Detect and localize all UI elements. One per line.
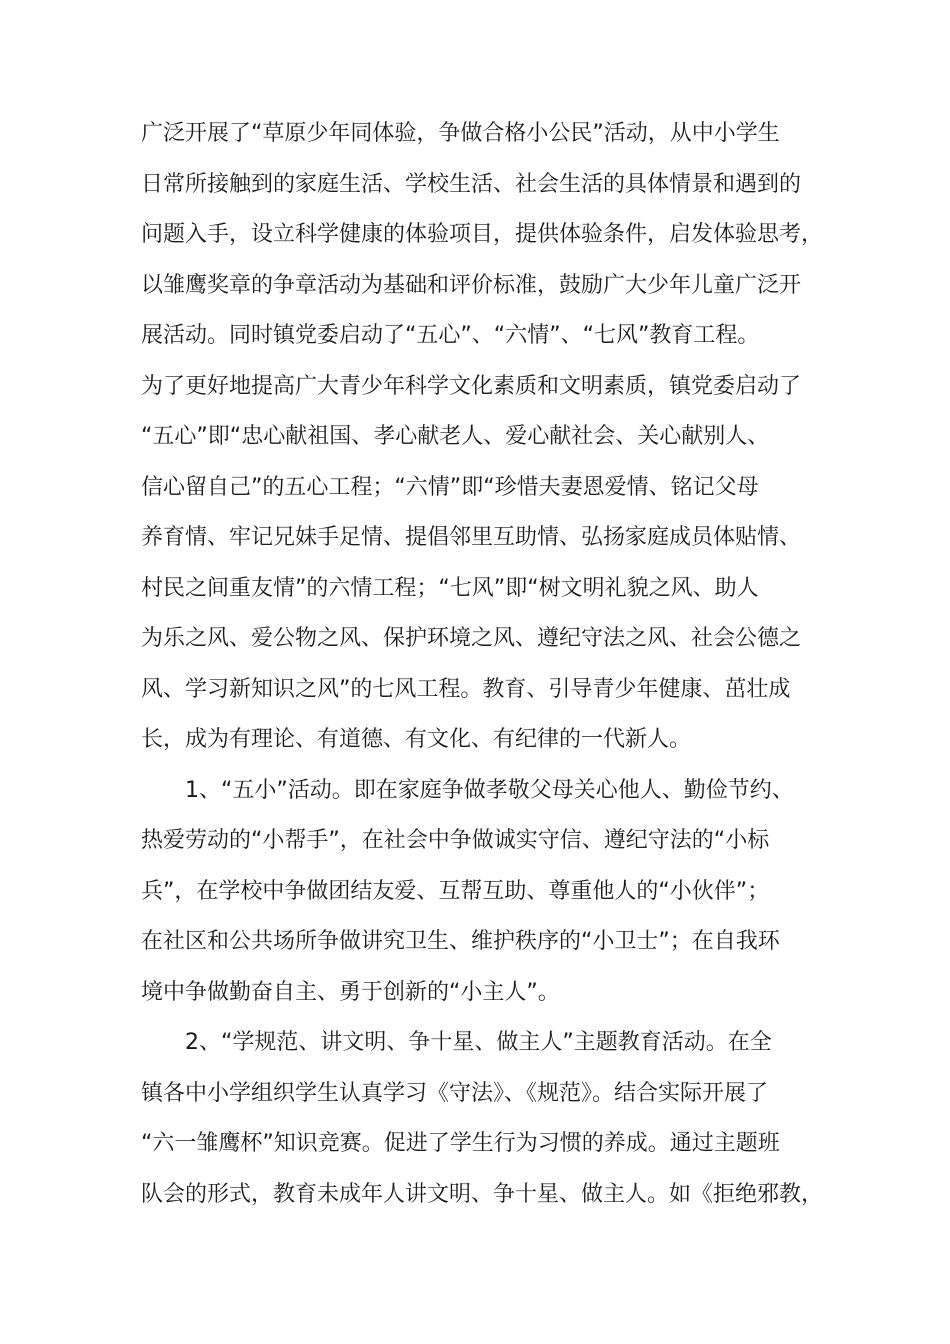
text-line: 以雏鹰奖章的争章活动为基础和评价标准，鼓励广大少年儿童广泛开 — [141, 272, 802, 298]
text-line: “六一雏鹰杯”知识竞赛。促进了学生行为习惯的养成。通过主题班 — [141, 1131, 780, 1156]
text-line: 镇各中小学组织学生认真学习《守法》、《规范》。结合实际开展了 — [141, 1080, 769, 1106]
text-line: “五心”即“忠心献祖国、孝心献老人、爱心献社会、关心献别人、 — [141, 424, 770, 449]
text-line: 问题入手，设立科学健康的体验项目，提供体验条件，启发体验思考， — [141, 222, 824, 247]
text-line: 境中争做勤奋自主、勇于创新的“小主人”。 — [141, 979, 560, 1005]
text-line: 在社区和公共场所争做讲究卫生、维护秩序的“小卫士”；在自我环 — [141, 929, 780, 954]
text-line: 长，成为有理论、有道德、有文化、有纪律的一代新人。 — [141, 727, 692, 752]
paragraph-first-line: 2、“学规范、讲文明、争十星、做主人”主题教育活动。在全 — [185, 1030, 772, 1055]
paragraph-first-line: 1、“五小”活动。即在家庭争做孝敬父母关心他人、勤俭节约、 — [185, 777, 794, 803]
document-body — [141, 109, 824, 1220]
text-line: 日常所接触到的家庭生活、学校生活、社会生活的具体情景和遇到的 — [141, 171, 802, 197]
text-line: 为了更好地提高广大青少年科学文化素质和文明素质，镇党委启动了 — [141, 373, 802, 399]
text-line: 广泛开展了“草原少年同体验，争做合格小公民”活动，从中小学生 — [141, 121, 780, 146]
text-line: 队会的形式，教育未成年人讲文明、争十星、做主人。如《拒绝邪教， — [141, 1181, 824, 1207]
text-line: 信心留自己”的五心工程；“六情”即“珍惜夫妻恩爱情、铭记父母 — [141, 474, 759, 500]
text-line: 兵”，在学校中争做团结友爱、互帮互助、尊重他人的“小伙伴”； — [141, 878, 770, 904]
text-line: 养育情、牢记兄妹手足情、提倡邻里互助情、弘扬家庭成员体贴情、 — [141, 525, 802, 550]
text-line: 为乐之风、爱公物之风、保护环境之风、遵纪守法之风、社会公德之 — [141, 626, 802, 651]
text-line: 村民之间重友情”的六情工程；“七风”即“树文明礼貌之风、助人 — [141, 575, 759, 601]
text-line: 风、学习新知识之风”的七风工程。教育、引导青少年健康、茁壮成 — [141, 676, 791, 702]
text-line: 热爱劳动的“小帮手”，在社会中争做诚实守信、遵纪守法的“小标 — [141, 828, 770, 853]
text-line: 展活动。同时镇党委启动了“五心”、“六情”、“七风”教育工程。 — [141, 323, 760, 348]
